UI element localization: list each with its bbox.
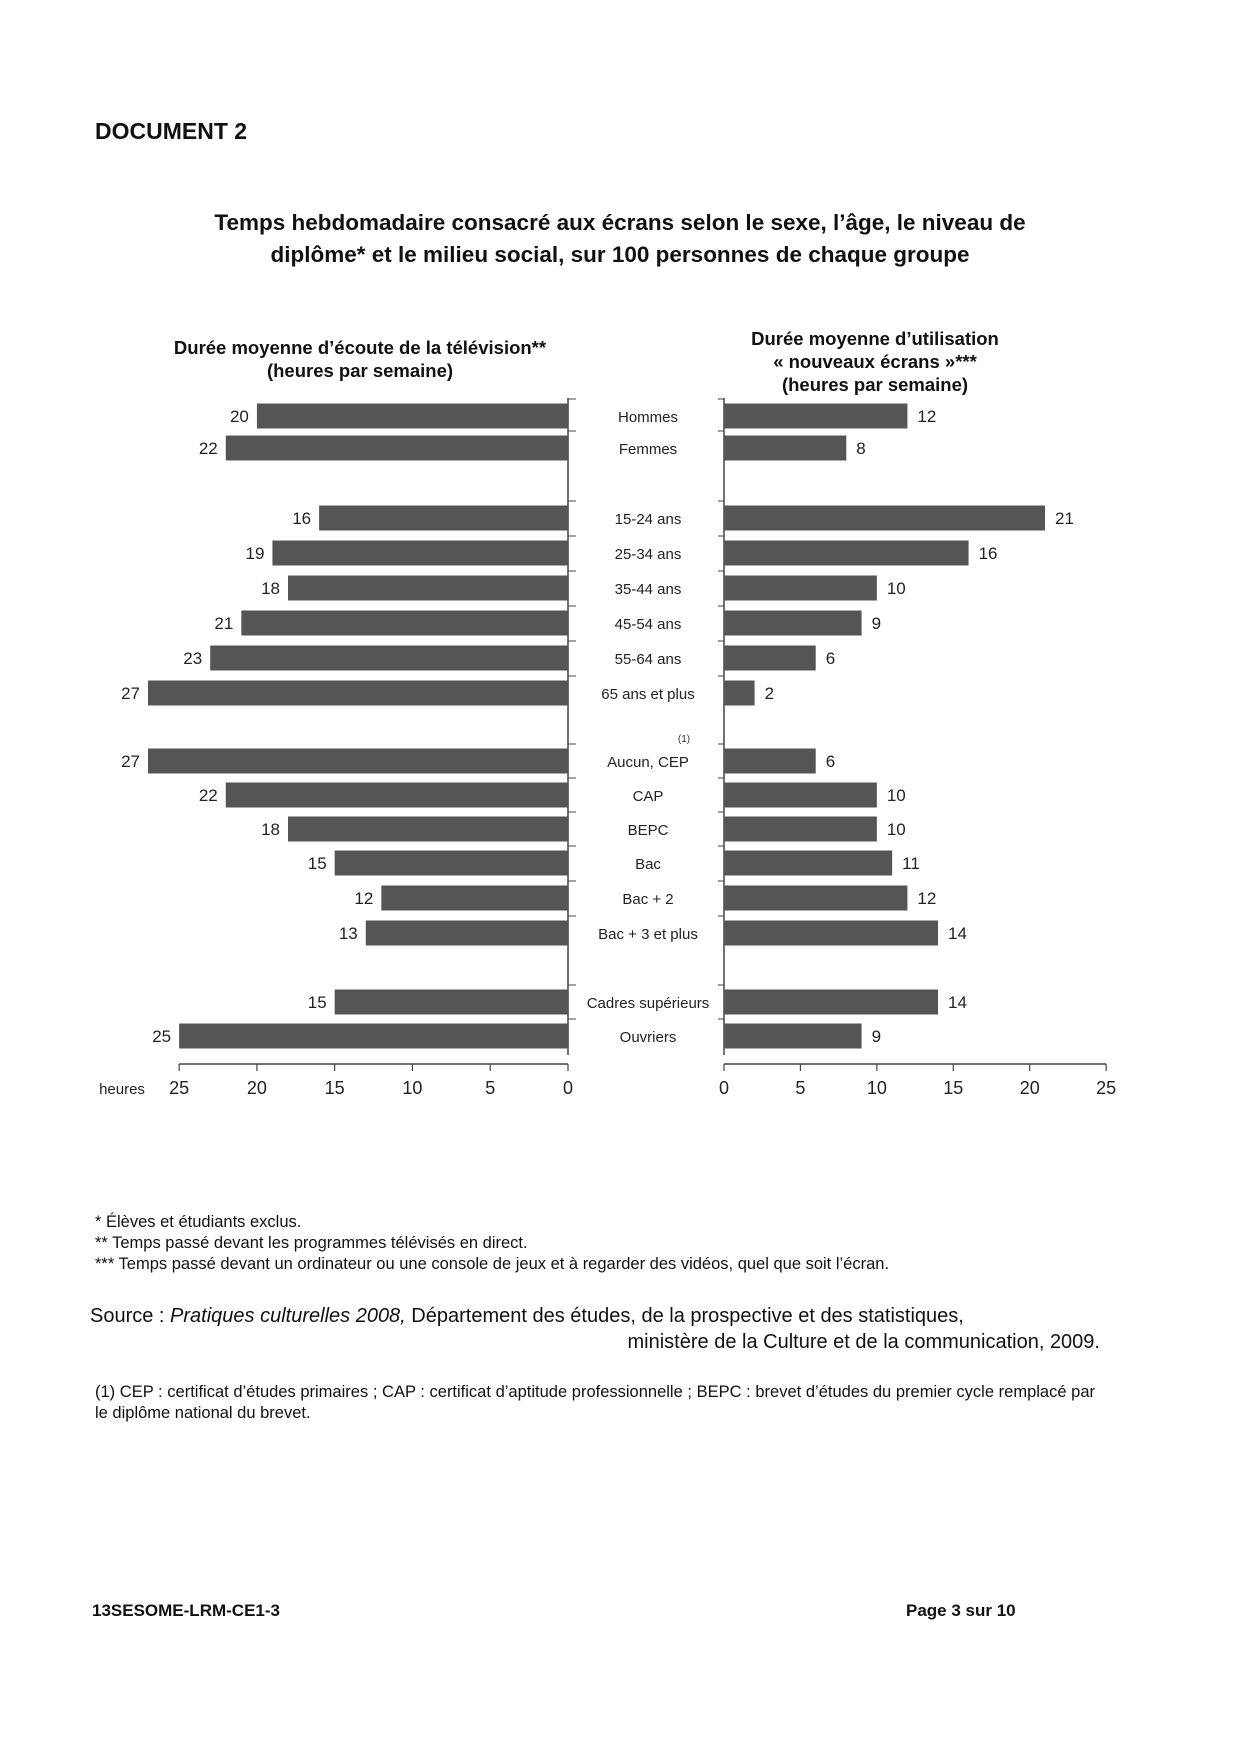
screens-x-tick-label: 20 (1019, 1078, 1040, 1098)
tv-bar-value: 23 (183, 649, 203, 668)
screens-bar-value: 6 (825, 649, 836, 668)
footnote-3: *** Temps passé devant un ordinateur ou une console de jeux et à regarder des vidéos, quel que soit l’écran. (95, 1255, 890, 1273)
screens-bar (724, 646, 816, 671)
tv-x-tick-label: 5 (485, 1078, 496, 1098)
tv-panel-title-line2: (heures par semaine) (266, 360, 454, 381)
tv-bar-value: 20 (229, 407, 249, 426)
screens-bar-value: 16 (978, 544, 998, 563)
tv-bar-value: 16 (292, 509, 312, 528)
tv-bar-value: 19 (245, 544, 265, 563)
screens-bar (724, 817, 877, 842)
tv-bar (319, 506, 568, 531)
screens-x-tick-label: 25 (1096, 1078, 1117, 1098)
screens-bar (724, 749, 816, 774)
screens-bar (724, 990, 938, 1015)
tv-bar (148, 681, 568, 706)
category-label: CAP (632, 788, 664, 805)
screens-bar-value: 6 (825, 752, 836, 771)
screens-bar (724, 404, 907, 429)
source-title: Pratiques culturelles 2008, (170, 1305, 406, 1327)
screens-bar-value: 10 (886, 786, 906, 805)
tv-bar (288, 576, 568, 601)
category-label: Hommes (617, 409, 679, 426)
tv-bar (288, 817, 568, 842)
screens-bar (724, 783, 877, 808)
tv-bar (148, 749, 568, 774)
tv-bar (335, 990, 568, 1015)
screens-bar (724, 576, 877, 601)
screens-bar-value: 8 (856, 439, 866, 458)
screens-bar (724, 436, 846, 461)
tv-bar-value: 21 (214, 614, 234, 633)
tv-bar (241, 611, 568, 636)
screens-bar-value: 21 (1055, 509, 1074, 528)
x-axis-unit-label: heures (99, 1081, 145, 1098)
category-label: Bac + 3 et plus (598, 926, 698, 943)
category-label: 55-64 ans (614, 651, 682, 668)
category-label: 25-34 ans (614, 546, 682, 563)
screens-bar-value: 14 (948, 924, 967, 943)
tv-x-tick-label: 10 (402, 1078, 423, 1098)
tv-x-tick-label: 25 (169, 1078, 190, 1098)
screens-x-tick-label: 15 (943, 1078, 964, 1098)
tv-x-tick-label: 0 (562, 1078, 574, 1098)
screens-bar-value: 9 (871, 614, 882, 633)
screens-bar (724, 921, 938, 946)
tv-bar-value: 22 (198, 786, 218, 805)
footnote-1: * Élèves et étudiants exclus. (95, 1213, 302, 1231)
footnotes (95, 1212, 889, 1275)
tv-bar-value: 15 (307, 854, 327, 873)
screens-bar-value: 9 (871, 1027, 882, 1046)
screens-bar (724, 611, 862, 636)
tv-bar-value: 18 (261, 820, 280, 839)
footnote-2: ** Temps passé devant les programmes télévisés en direct. (95, 1234, 528, 1252)
tv-bar (272, 541, 568, 566)
screens-bar (724, 886, 907, 911)
screens-panel-title-line2: « nouveaux écrans »*** (773, 351, 977, 372)
screens-bar-value: 2 (764, 684, 775, 703)
source-rest: Département des études, de la prospective et des statistiques, (405, 1305, 964, 1327)
tv-x-tick-label: 15 (324, 1078, 345, 1098)
tv-bar-value: 13 (338, 924, 358, 943)
document-heading: DOCUMENT 2 (95, 118, 248, 144)
tv-bar (257, 404, 568, 429)
tv-bar-value: 15 (307, 993, 327, 1012)
tv-bar (381, 886, 568, 911)
category-label: Bac + 2 (622, 891, 674, 908)
screens-bar (724, 1024, 862, 1049)
category-label: Cadres supérieurs (586, 995, 710, 1012)
tv-bar-value: 27 (121, 752, 140, 771)
screens-panel-title-line1: Durée moyenne d’utilisation (751, 328, 999, 349)
screens-bar (724, 541, 969, 566)
tv-bar (226, 436, 568, 461)
category-label: 35-44 ans (614, 581, 682, 598)
category-label: 65 ans et plus (601, 686, 695, 703)
screens-bar-value: 12 (917, 889, 937, 908)
screens-bar-value: 12 (917, 407, 937, 426)
category-label: Aucun, CEP (607, 754, 689, 771)
screens-x-tick-label: 0 (718, 1078, 730, 1098)
footer-document-code: 13SESOME-LRM-CE1-3 (92, 1601, 280, 1620)
tv-bar (366, 921, 568, 946)
category-label: Bac (635, 856, 661, 873)
footer-page-number: Page 3 sur 10 (906, 1601, 1016, 1620)
category-label: 45-54 ans (614, 616, 682, 633)
screens-x-tick-label: 10 (866, 1078, 887, 1098)
category-label: BEPC (627, 822, 669, 839)
tv-x-tick-label: 20 (246, 1078, 267, 1098)
tv-bar-value: 18 (261, 579, 280, 598)
diploma-group-note: (1) (677, 734, 691, 745)
tv-panel-title-line1: Durée moyenne d’écoute de la télévision** (173, 337, 547, 358)
tv-bar (335, 851, 568, 876)
chart-title-line1: Temps hebdomadaire consacré aux écrans selon le sexe, l’âge, le niveau de (214, 210, 1026, 235)
category-label: 15-24 ans (614, 511, 682, 528)
tv-bar-value: 27 (121, 684, 140, 703)
screens-bar (724, 506, 1045, 531)
tv-bar (210, 646, 568, 671)
tv-bar-value: 22 (198, 439, 218, 458)
screens-bar-value: 11 (902, 854, 920, 873)
chart-title-line2: diplôme* et le milieu social, sur 100 personnes de chaque groupe (270, 242, 970, 267)
screens-bar-value: 10 (886, 579, 906, 598)
screens-bar-value: 10 (886, 820, 906, 839)
tv-bar-value: 25 (152, 1027, 172, 1046)
tv-bar (179, 1024, 568, 1049)
abbreviation-note: (1) CEP : certificat d’études primaires ; CAP : certificat d’aptitude professionnelle ; BEPC : brevet d’études du premier cycle remplacé par le diplôme national du brevet. (95, 1383, 1095, 1422)
screens-panel-title-line3: (heures par semaine) (781, 374, 969, 395)
category-label: Femmes (618, 441, 678, 458)
source-prefix: Source : (90, 1305, 171, 1327)
screens-bar-value: 14 (948, 993, 967, 1012)
source-line2: ministère de la Culture et de la communication, 2009. (627, 1331, 1100, 1353)
category-label: Ouvriers (619, 1029, 677, 1046)
screens-bar (724, 851, 892, 876)
screens-bar (724, 681, 755, 706)
screens-x-tick-label: 5 (795, 1078, 806, 1098)
source-citation (90, 1303, 1100, 1355)
tv-bar (226, 783, 568, 808)
tv-bar-value: 12 (354, 889, 374, 908)
